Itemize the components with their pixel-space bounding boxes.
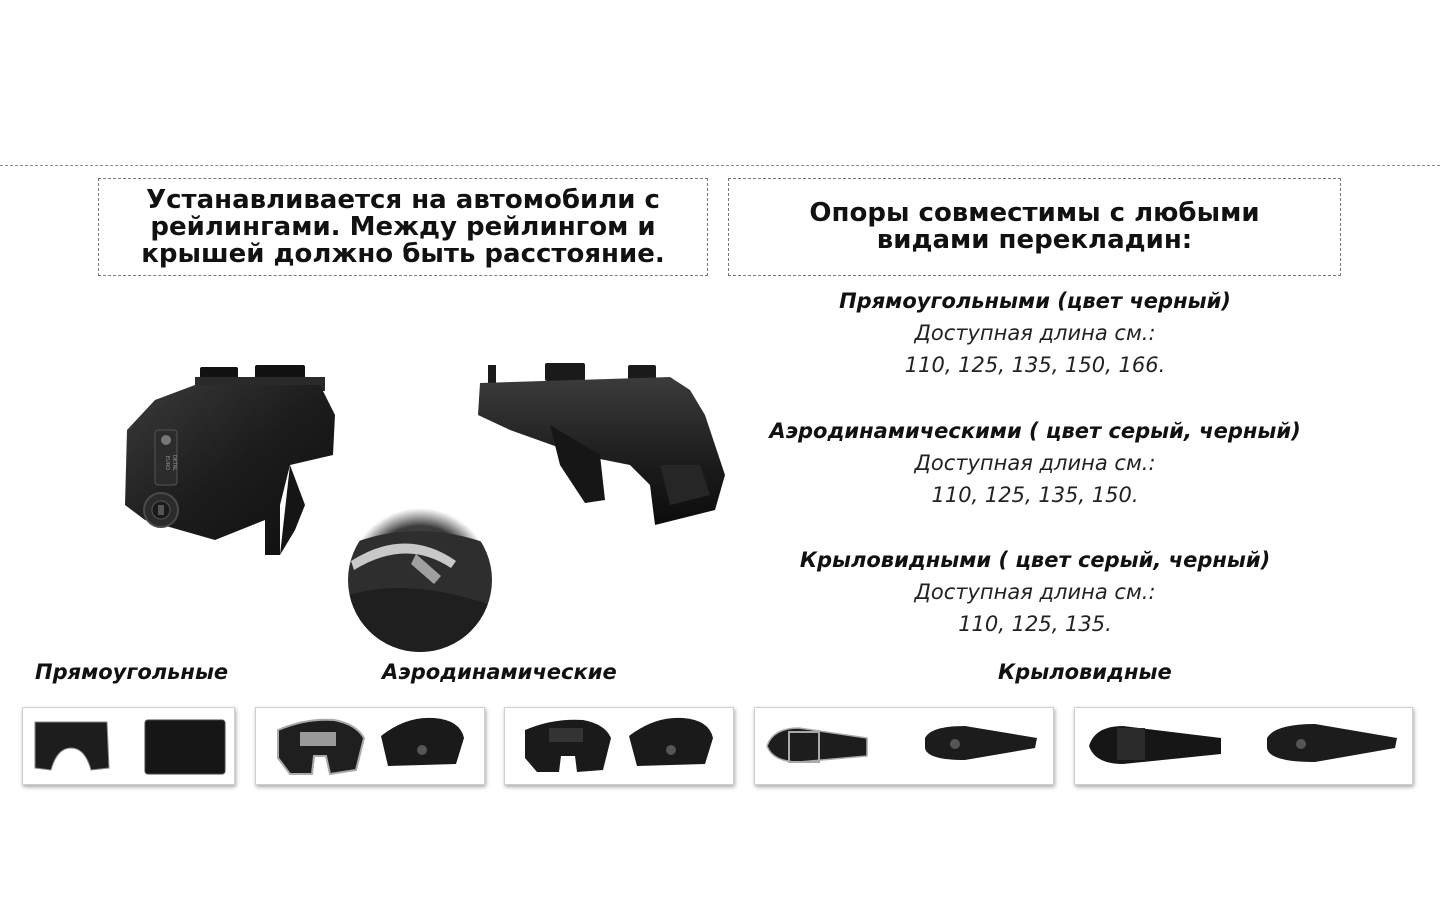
rail-closeup-photo: [346, 506, 494, 654]
spec-length-values: 110, 125, 135, 150.: [931, 483, 1139, 507]
spec-aero: [740, 415, 1330, 511]
profile-thumb-wing-gray: [754, 707, 1054, 785]
profile-thumb-wing-black: [1074, 707, 1413, 785]
spec-length-label: Доступная длина см.:: [914, 321, 1156, 345]
category-label-wing: Крыловидные: [998, 660, 1172, 684]
spec-length-label: Доступная длина см.:: [914, 580, 1156, 604]
spec-heading: Крыловидными ( цвет серый, черный): [799, 548, 1271, 572]
spec-heading: Аэродинамическими ( цвет серый, черный): [769, 419, 1301, 443]
profile-thumb-aero-black: [504, 707, 734, 785]
spec-length-values: 110, 125, 135, 150, 166.: [904, 353, 1166, 377]
dashed-divider: [0, 165, 1440, 166]
brand-logo-text-2: DETAL: [171, 455, 177, 471]
spec-length-label: Доступная длина см.:: [914, 451, 1156, 475]
profile-thumb-aero-gray: [255, 707, 485, 785]
brand-logo-text-1: EURO: [164, 455, 170, 471]
spec-length-values: 110, 125, 135.: [958, 612, 1112, 636]
category-label-aero: Аэродинамические: [382, 660, 617, 684]
lock-icon: [158, 505, 164, 515]
category-label-rectangular: Прямоугольные: [35, 660, 229, 684]
spec-heading: Прямоугольными (цвет черный): [839, 289, 1231, 313]
roof-rack-foot-front-image: [115, 355, 345, 570]
spec-wing: [740, 544, 1330, 640]
profile-thumb-rectangular: [22, 707, 235, 785]
compatibility-note-box: [728, 178, 1341, 276]
spec-rectangular: [740, 285, 1330, 381]
installation-note-text: Устанавливается на автомобили с рейлингами. Между рейлингом и крышей должно быть расстояние.: [141, 184, 665, 269]
roof-rack-foot-side-image: [470, 355, 735, 535]
installation-note-box: [98, 178, 708, 276]
compatibility-note-text: Опоры совместимы с любыми видами перекладин:: [809, 198, 1260, 255]
